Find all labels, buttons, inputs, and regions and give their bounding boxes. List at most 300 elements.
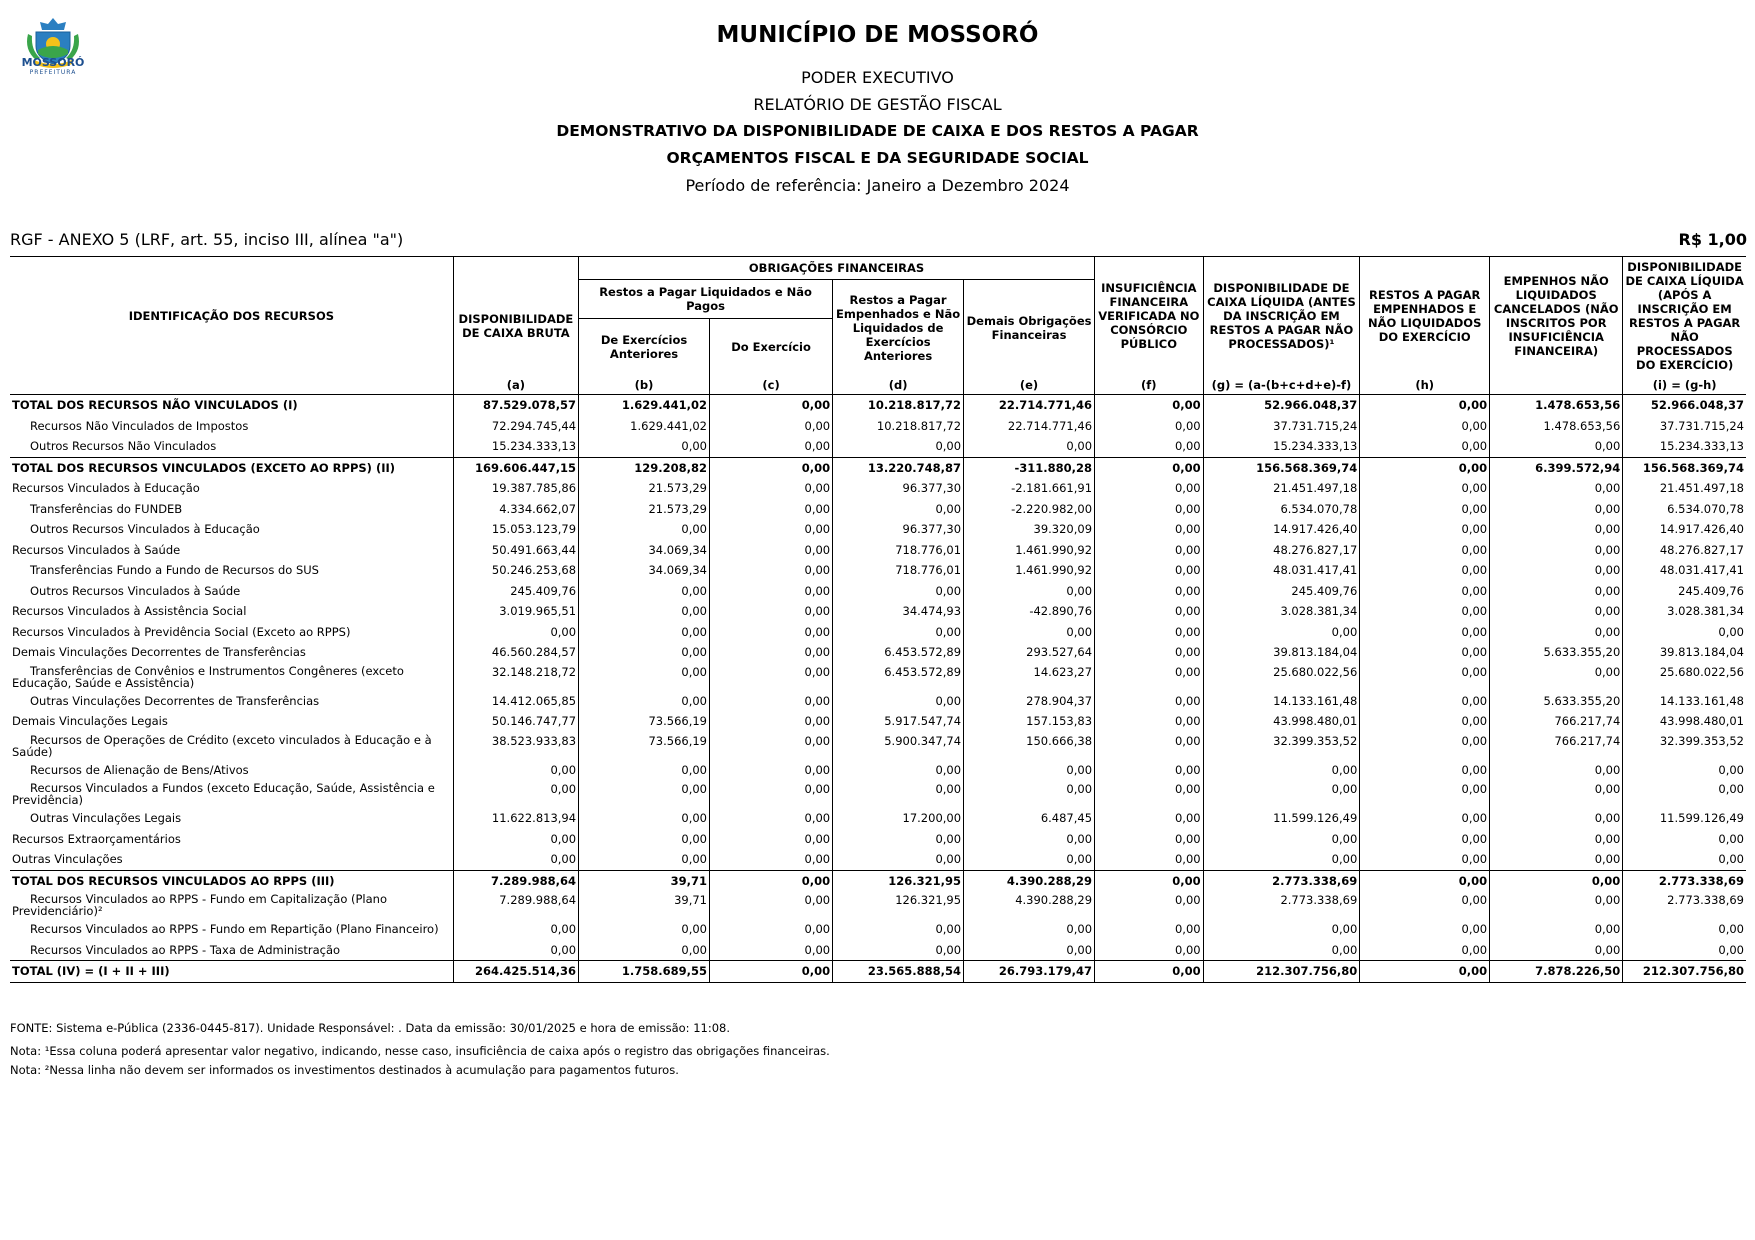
- row-label: Recursos de Alienação de Bens/Ativos: [30, 762, 249, 777]
- cell-h: 0,00: [1360, 711, 1490, 732]
- col-e-label: (e): [964, 375, 1095, 395]
- cell-a: 0,00: [453, 829, 578, 850]
- table-row: [10, 499, 1746, 520]
- cell-emp: 0,00: [1490, 581, 1623, 602]
- cell-emp: 0,00: [1490, 870, 1623, 891]
- cell-a: 169.606.447,15: [453, 457, 578, 478]
- cell-i: 48.031.417,41: [1623, 560, 1746, 581]
- page-title: MUNICÍPIO DE MOSSORÓ: [716, 22, 1039, 48]
- cell-c: 0,00: [710, 436, 833, 457]
- cell-a: 87.529.078,57: [453, 395, 578, 416]
- cell-a: 14.412.065,85: [453, 691, 578, 712]
- cell-i: 2.773.338,69: [1623, 870, 1746, 891]
- cell-f: 0,00: [1095, 870, 1204, 891]
- cell-f: 0,00: [1095, 395, 1204, 416]
- cell-h: 0,00: [1360, 849, 1490, 870]
- cell-c: 0,00: [710, 691, 833, 712]
- row-label: Demais Vinculações Legais: [12, 714, 168, 729]
- cell-i: 48.276.827,17: [1623, 540, 1746, 561]
- table-row: [10, 849, 1746, 870]
- row-label: Transferências Fundo a Fundo de Recursos do SUS: [30, 563, 319, 578]
- cell-f: 0,00: [1095, 642, 1204, 663]
- cell-d: 126.321,95: [833, 870, 964, 891]
- cell-i: 245.409,76: [1623, 581, 1746, 602]
- row-label: TOTAL DOS RECURSOS VINCULADOS (EXCETO AO RPPS) (II): [10, 457, 453, 478]
- cell-h: 0,00: [1360, 642, 1490, 663]
- cell-b: 39,71: [579, 891, 710, 919]
- cell-a: 0,00: [453, 849, 578, 870]
- cell-c: 0,00: [710, 829, 833, 850]
- cell-i: 6.534.070,78: [1623, 499, 1746, 520]
- cell-h: 0,00: [1360, 663, 1490, 691]
- cell-h: 0,00: [1360, 622, 1490, 643]
- cell-g: 2.773.338,69: [1203, 891, 1360, 919]
- cell-d: 0,00: [833, 581, 964, 602]
- cell-h: 0,00: [1360, 540, 1490, 561]
- cell-f: 0,00: [1095, 601, 1204, 622]
- cell-d: 0,00: [833, 499, 964, 520]
- cell-e: 0,00: [964, 622, 1095, 643]
- cell-i: 156.568.369,74: [1623, 457, 1746, 478]
- cell-b: 0,00: [579, 940, 710, 961]
- table-row: [10, 711, 1746, 732]
- cell-b: 34.069,34: [579, 540, 710, 561]
- cell-b: 0,00: [579, 849, 710, 870]
- header-line-executive: PODER EXECUTIVO: [801, 68, 954, 87]
- cell-g: 212.307.756,80: [1203, 961, 1360, 983]
- cell-i: 0,00: [1623, 849, 1746, 870]
- cell-e: -2.220.982,00: [964, 499, 1095, 520]
- cell-b: 1.629.441,02: [579, 416, 710, 437]
- cell-emp: 1.478.653,56: [1490, 416, 1623, 437]
- cell-e: 39.320,09: [964, 519, 1095, 540]
- cell-a: 50.491.663,44: [453, 540, 578, 561]
- cell-g: 25.680.022,56: [1203, 663, 1360, 691]
- row-label: Outras Vinculações: [12, 852, 123, 867]
- cell-b: 0,00: [579, 808, 710, 829]
- cell-i: 43.998.480,01: [1623, 711, 1746, 732]
- cell-g: 39.813.184,04: [1203, 642, 1360, 663]
- cell-emp: 0,00: [1490, 780, 1623, 808]
- row-label: Recursos Vinculados à Saúde: [12, 542, 181, 557]
- footer-note-1: Nota: ¹Essa coluna poderá apresentar valor negativo, indicando, nesse caso, insuficiência de caixa após o registro das obrigações financeiras.: [10, 1044, 830, 1058]
- table-row: [10, 829, 1746, 850]
- cell-f: 0,00: [1095, 622, 1204, 643]
- cell-e: 0,00: [964, 760, 1095, 781]
- col-emp-label: [1490, 375, 1623, 395]
- cell-c: 0,00: [710, 601, 833, 622]
- cell-c: 0,00: [710, 870, 833, 891]
- cell-c: 0,00: [710, 478, 833, 499]
- cell-d: 96.377,30: [833, 478, 964, 499]
- cell-e: 22.714.771,46: [964, 416, 1095, 437]
- cell-emp: 0,00: [1490, 560, 1623, 581]
- cell-g: 32.399.353,52: [1203, 732, 1360, 760]
- col-emp-header: EMPENHOS NÃO LIQUIDADOS CANCELADOS (NÃO INSCRITOS POR INSUFICIÊNCIA FINANCEIRA): [1490, 257, 1623, 376]
- table-row: [10, 940, 1746, 961]
- cell-f: 0,00: [1095, 732, 1204, 760]
- cell-e: 1.461.990,92: [964, 560, 1095, 581]
- col-g-label: (g) = (a-(b+c+d+e)-f): [1203, 375, 1360, 395]
- cell-f: 0,00: [1095, 760, 1204, 781]
- cell-h: 0,00: [1360, 560, 1490, 581]
- table-row: [10, 601, 1746, 622]
- table-row: [10, 540, 1746, 561]
- cell-a: 15.053.123,79: [453, 519, 578, 540]
- row-label: TOTAL (IV) = (I + II + III): [10, 961, 453, 983]
- cell-e: 0,00: [964, 780, 1095, 808]
- cell-a: 0,00: [453, 760, 578, 781]
- col-h-label: (h): [1360, 375, 1490, 395]
- table-row: [10, 808, 1746, 829]
- row-label: Transferências de Convênios e Instrumentos Congêneres (exceto Educação, Saúde e Assistência): [12, 663, 404, 690]
- cell-f: 0,00: [1095, 780, 1204, 808]
- cell-h: 0,00: [1360, 891, 1490, 919]
- footer-source: FONTE: Sistema e-Pública (2336-0445-817). Unidade Responsável: . Data da emissão: 30/01/2025 e hora de emissão: 11:08.: [10, 1021, 730, 1035]
- cell-b: 0,00: [579, 581, 710, 602]
- col-a-header: DISPONIBILIDADE DE CAIXA BRUTA: [453, 257, 578, 376]
- cell-g: 11.599.126,49: [1203, 808, 1360, 829]
- cell-i: 3.028.381,34: [1623, 601, 1746, 622]
- cell-d: 718.776,01: [833, 540, 964, 561]
- cell-c: 0,00: [710, 416, 833, 437]
- cell-f: 0,00: [1095, 519, 1204, 540]
- cell-f: 0,00: [1095, 691, 1204, 712]
- col-f-header: INSUFICIÊNCIA FINANCEIRA VERIFICADA NO CONSÓRCIO PÚBLICO: [1095, 257, 1204, 376]
- cell-c: 0,00: [710, 642, 833, 663]
- cell-f: 0,00: [1095, 891, 1204, 919]
- cell-i: 39.813.184,04: [1623, 642, 1746, 663]
- col-c-label: (c): [710, 375, 833, 395]
- cell-e: 278.904,37: [964, 691, 1095, 712]
- col-b-label: (b): [579, 375, 710, 395]
- cell-g: 15.234.333,13: [1203, 436, 1360, 457]
- row-label: Recursos Vinculados à Educação: [12, 481, 200, 496]
- cell-h: 0,00: [1360, 395, 1490, 416]
- cell-a: 19.387.785,86: [453, 478, 578, 499]
- cell-a: 50.246.253,68: [453, 560, 578, 581]
- table-row: [10, 642, 1746, 663]
- cell-d: 10.218.817,72: [833, 395, 964, 416]
- cell-f: 0,00: [1095, 478, 1204, 499]
- cell-h: 0,00: [1360, 436, 1490, 457]
- cell-c: 0,00: [710, 560, 833, 581]
- row-label: Recursos Extraorçamentários: [12, 831, 181, 846]
- cell-h: 0,00: [1360, 478, 1490, 499]
- cell-b: 39,71: [579, 870, 710, 891]
- table-row: [10, 436, 1746, 457]
- total-row: [10, 395, 1746, 416]
- cell-h: 0,00: [1360, 457, 1490, 478]
- cell-i: 212.307.756,80: [1623, 961, 1746, 983]
- header-line-statement: DEMONSTRATIVO DA DISPONIBILIDADE DE CAIXA E DOS RESTOS A PAGAR: [556, 122, 1199, 140]
- cell-g: 156.568.369,74: [1203, 457, 1360, 478]
- cell-d: 0,00: [833, 849, 964, 870]
- cell-emp: 0,00: [1490, 829, 1623, 850]
- col-i-header: DISPONIBILIDADE DE CAIXA LÍQUIDA (APÓS A INSCRIÇÃO EM RESTOS A PAGAR NÃO PROCESSADOS DO EXERCÍCIO): [1623, 257, 1746, 376]
- cell-f: 0,00: [1095, 581, 1204, 602]
- cell-c: 0,00: [710, 849, 833, 870]
- cell-emp: 766.217,74: [1490, 711, 1623, 732]
- table-row: [10, 691, 1746, 712]
- cell-i: 0,00: [1623, 829, 1746, 850]
- cell-i: 0,00: [1623, 940, 1746, 961]
- cell-c: 0,00: [710, 760, 833, 781]
- cell-c: 0,00: [710, 457, 833, 478]
- cell-emp: 0,00: [1490, 663, 1623, 691]
- cell-e: -311.880,28: [964, 457, 1095, 478]
- cell-g: 43.998.480,01: [1203, 711, 1360, 732]
- cell-a: 72.294.745,44: [453, 416, 578, 437]
- cell-e: 0,00: [964, 849, 1095, 870]
- cell-b: 0,00: [579, 642, 710, 663]
- row-label: Recursos Vinculados à Previdência Social (Exceto ao RPPS): [12, 624, 351, 639]
- cell-b: 0,00: [579, 519, 710, 540]
- cell-g: 21.451.497,18: [1203, 478, 1360, 499]
- col-d-header: Restos a Pagar Empenhados e Não Liquidados de Exercícios Anteriores: [833, 280, 964, 376]
- cell-i: 32.399.353,52: [1623, 732, 1746, 760]
- cell-h: 0,00: [1360, 499, 1490, 520]
- cell-i: 15.234.333,13: [1623, 436, 1746, 457]
- cell-a: 38.523.933,83: [453, 732, 578, 760]
- cell-e: -2.181.661,91: [964, 478, 1095, 499]
- row-label: Outras Vinculações Legais: [30, 811, 182, 826]
- cell-f: 0,00: [1095, 560, 1204, 581]
- cell-g: 6.534.070,78: [1203, 499, 1360, 520]
- cell-i: 25.680.022,56: [1623, 663, 1746, 691]
- cell-g: 0,00: [1203, 829, 1360, 850]
- cell-i: 0,00: [1623, 780, 1746, 808]
- cash-availability-table: [10, 256, 1746, 983]
- cell-g: 0,00: [1203, 760, 1360, 781]
- logo-text: MOSSORÓ: [21, 56, 85, 69]
- cell-g: 14.133.161,48: [1203, 691, 1360, 712]
- rp-liquidated-header: Restos a Pagar Liquidados e Não Pagos: [579, 280, 833, 319]
- cell-b: 0,00: [579, 436, 710, 457]
- cell-i: 0,00: [1623, 760, 1746, 781]
- cell-g: 3.028.381,34: [1203, 601, 1360, 622]
- cell-c: 0,00: [710, 540, 833, 561]
- cell-emp: 0,00: [1490, 849, 1623, 870]
- cell-d: 5.917.547,74: [833, 711, 964, 732]
- cell-emp: 1.478.653,56: [1490, 395, 1623, 416]
- cell-b: 1.629.441,02: [579, 395, 710, 416]
- cell-a: 11.622.813,94: [453, 808, 578, 829]
- row-label: Recursos Vinculados a Fundos (exceto Educação, Saúde, Assistência e Previdência): [12, 781, 435, 807]
- cell-d: 0,00: [833, 940, 964, 961]
- total-row: [10, 457, 1746, 478]
- table-row: [10, 416, 1746, 437]
- cell-c: 0,00: [710, 663, 833, 691]
- header-line-period: Período de referência: Janeiro a Dezembro 2024: [685, 176, 1070, 195]
- cell-e: 0,00: [964, 581, 1095, 602]
- cell-d: 0,00: [833, 829, 964, 850]
- cell-b: 21.573,29: [579, 499, 710, 520]
- cell-g: 0,00: [1203, 780, 1360, 808]
- cell-h: 0,00: [1360, 732, 1490, 760]
- cell-g: 0,00: [1203, 919, 1360, 940]
- col-ident-header: IDENTIFICAÇÃO DOS RECURSOS: [128, 309, 335, 323]
- col-ident-label: [10, 375, 453, 395]
- cell-e: 4.390.288,29: [964, 891, 1095, 919]
- cell-d: 0,00: [833, 919, 964, 940]
- cell-d: 96.377,30: [833, 519, 964, 540]
- cell-h: 0,00: [1360, 519, 1490, 540]
- cell-e: 0,00: [964, 436, 1095, 457]
- cell-d: 10.218.817,72: [833, 416, 964, 437]
- cell-g: 2.773.338,69: [1203, 870, 1360, 891]
- cell-g: 48.031.417,41: [1203, 560, 1360, 581]
- cell-b: 0,00: [579, 780, 710, 808]
- cell-emp: 0,00: [1490, 622, 1623, 643]
- cell-b: 0,00: [579, 663, 710, 691]
- cell-f: 0,00: [1095, 416, 1204, 437]
- financial-obligations-header: OBRIGAÇÕES FINANCEIRAS: [579, 257, 1095, 280]
- col-h-header: RESTOS A PAGAR EMPENHADOS E NÃO LIQUIDADOS DO EXERCÍCIO: [1360, 257, 1490, 376]
- col-c-header: Do Exercício: [710, 319, 833, 376]
- header-line-report: RELATÓRIO DE GESTÃO FISCAL: [753, 95, 1002, 114]
- cell-h: 0,00: [1360, 940, 1490, 961]
- cell-i: 21.451.497,18: [1623, 478, 1746, 499]
- cell-d: 126.321,95: [833, 891, 964, 919]
- cell-emp: 6.399.572,94: [1490, 457, 1623, 478]
- cell-c: 0,00: [710, 622, 833, 643]
- cell-emp: 0,00: [1490, 919, 1623, 940]
- cell-c: 0,00: [710, 891, 833, 919]
- cell-emp: 766.217,74: [1490, 732, 1623, 760]
- cell-a: 0,00: [453, 919, 578, 940]
- cell-a: 0,00: [453, 780, 578, 808]
- cell-d: 0,00: [833, 691, 964, 712]
- cell-f: 0,00: [1095, 540, 1204, 561]
- cell-g: 0,00: [1203, 940, 1360, 961]
- row-label: Transferências do FUNDEB: [30, 501, 183, 516]
- cell-e: -42.890,76: [964, 601, 1095, 622]
- cell-h: 0,00: [1360, 601, 1490, 622]
- cell-h: 0,00: [1360, 961, 1490, 983]
- cell-emp: 0,00: [1490, 940, 1623, 961]
- cell-emp: 7.878.226,50: [1490, 961, 1623, 983]
- cell-f: 0,00: [1095, 849, 1204, 870]
- cell-d: 718.776,01: [833, 560, 964, 581]
- table-row: [10, 891, 1746, 919]
- cell-c: 0,00: [710, 780, 833, 808]
- cell-a: 50.146.747,77: [453, 711, 578, 732]
- cell-f: 0,00: [1095, 711, 1204, 732]
- cell-g: 14.917.426,40: [1203, 519, 1360, 540]
- col-b-header: De Exercícios Anteriores: [579, 319, 710, 376]
- cell-a: 264.425.514,36: [453, 961, 578, 983]
- cell-g: 52.966.048,37: [1203, 395, 1360, 416]
- cell-h: 0,00: [1360, 870, 1490, 891]
- cell-f: 0,00: [1095, 663, 1204, 691]
- table-row: [10, 478, 1746, 499]
- cell-c: 0,00: [710, 395, 833, 416]
- cell-b: 0,00: [579, 829, 710, 850]
- cell-e: 6.487,45: [964, 808, 1095, 829]
- cell-b: 0,00: [579, 919, 710, 940]
- table-row: [10, 622, 1746, 643]
- cell-e: 0,00: [964, 919, 1095, 940]
- cell-c: 0,00: [710, 711, 833, 732]
- cell-emp: 0,00: [1490, 601, 1623, 622]
- cell-e: 26.793.179,47: [964, 961, 1095, 983]
- cell-e: 0,00: [964, 829, 1095, 850]
- cell-b: 21.573,29: [579, 478, 710, 499]
- cell-c: 0,00: [710, 519, 833, 540]
- cell-c: 0,00: [710, 499, 833, 520]
- cell-h: 0,00: [1360, 760, 1490, 781]
- cell-e: 150.666,38: [964, 732, 1095, 760]
- cell-emp: 0,00: [1490, 760, 1623, 781]
- cell-i: 37.731.715,24: [1623, 416, 1746, 437]
- cell-g: 48.276.827,17: [1203, 540, 1360, 561]
- cell-g: 0,00: [1203, 849, 1360, 870]
- cell-i: 2.773.338,69: [1623, 891, 1746, 919]
- table-row: [10, 560, 1746, 581]
- row-label: Recursos de Operações de Crédito (exceto vinculados à Educação e à Saúde): [12, 732, 432, 759]
- cell-emp: 0,00: [1490, 891, 1623, 919]
- cell-f: 0,00: [1095, 499, 1204, 520]
- cell-f: 0,00: [1095, 919, 1204, 940]
- cell-d: 0,00: [833, 436, 964, 457]
- cell-d: 6.453.572,89: [833, 663, 964, 691]
- cell-i: 52.966.048,37: [1623, 395, 1746, 416]
- col-d-label: (d): [833, 375, 964, 395]
- cell-emp: 0,00: [1490, 499, 1623, 520]
- cell-e: 157.153,83: [964, 711, 1095, 732]
- table-row: [10, 581, 1746, 602]
- cell-emp: 5.633.355,20: [1490, 642, 1623, 663]
- cell-h: 0,00: [1360, 780, 1490, 808]
- cell-b: 73.566,19: [579, 711, 710, 732]
- cell-d: 0,00: [833, 760, 964, 781]
- cell-h: 0,00: [1360, 808, 1490, 829]
- cell-i: 14.917.426,40: [1623, 519, 1746, 540]
- cell-b: 0,00: [579, 622, 710, 643]
- cell-d: 34.474,93: [833, 601, 964, 622]
- cell-d: 13.220.748,87: [833, 457, 964, 478]
- cell-c: 0,00: [710, 581, 833, 602]
- col-f-label: (f): [1095, 375, 1204, 395]
- cell-b: 0,00: [579, 601, 710, 622]
- cell-a: 7.289.988,64: [453, 891, 578, 919]
- currency-unit: R$ 1,00: [1678, 230, 1747, 249]
- row-label: Demais Vinculações Decorrentes de Transferências: [12, 645, 306, 660]
- cell-e: 1.461.990,92: [964, 540, 1095, 561]
- cell-g: 245.409,76: [1203, 581, 1360, 602]
- row-label: Outros Recursos Não Vinculados: [30, 439, 217, 454]
- table-row: [10, 780, 1746, 808]
- cell-g: 37.731.715,24: [1203, 416, 1360, 437]
- cell-emp: 0,00: [1490, 478, 1623, 499]
- total-row: [10, 961, 1746, 983]
- cell-b: 73.566,19: [579, 732, 710, 760]
- cell-i: 11.599.126,49: [1623, 808, 1746, 829]
- cell-emp: 0,00: [1490, 436, 1623, 457]
- cell-c: 0,00: [710, 919, 833, 940]
- cell-f: 0,00: [1095, 436, 1204, 457]
- cell-f: 0,00: [1095, 961, 1204, 983]
- cell-h: 0,00: [1360, 829, 1490, 850]
- cell-emp: 0,00: [1490, 808, 1623, 829]
- col-i-label: (i) = (g-h): [1623, 375, 1746, 395]
- cell-emp: 0,00: [1490, 540, 1623, 561]
- cell-i: 0,00: [1623, 622, 1746, 643]
- cell-a: 15.234.333,13: [453, 436, 578, 457]
- cell-d: 0,00: [833, 780, 964, 808]
- cell-d: 23.565.888,54: [833, 961, 964, 983]
